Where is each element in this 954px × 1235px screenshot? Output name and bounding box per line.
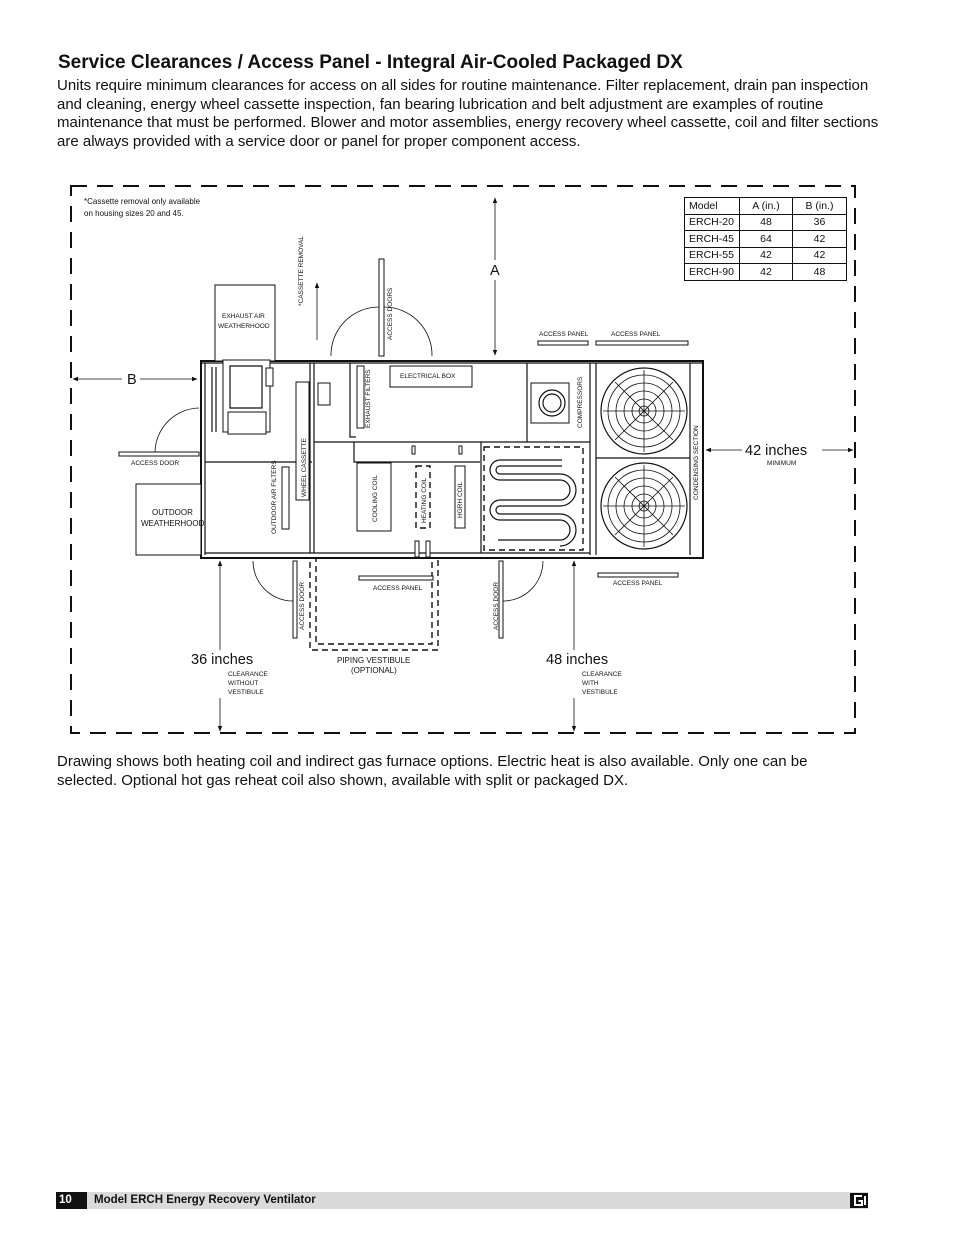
b-cell: 48 bbox=[793, 264, 847, 281]
dimension-b-label: B bbox=[127, 372, 137, 388]
greenheck-g-logo-icon bbox=[850, 1193, 868, 1208]
table-header-row bbox=[685, 198, 847, 215]
a-cell: 48 bbox=[740, 214, 793, 231]
access-door-left-label: ACCESS DOOR bbox=[131, 460, 180, 467]
piping-vestibule-label-1: PIPING VESTIBULE bbox=[337, 656, 411, 665]
dimension-36-sub-3: VESTIBULE bbox=[228, 689, 264, 696]
exhaust-filters-label: EXHAUST FILTERS bbox=[365, 369, 372, 428]
access-door-bottom-2-label: ACCESS DOOR bbox=[493, 581, 500, 630]
b-cell: 42 bbox=[793, 247, 847, 264]
hgrh-coil-label: HGRH COIL bbox=[457, 481, 464, 518]
dimension-48-sub-3: VESTIBULE bbox=[582, 689, 618, 696]
dimension-42-label: 42 inches bbox=[745, 443, 808, 459]
compressor-box bbox=[531, 383, 569, 423]
cooling-coil-label: COOLING COIL bbox=[372, 475, 379, 522]
access-doors-top bbox=[379, 259, 384, 356]
access-panel-top-2-label: ACCESS PANEL bbox=[611, 331, 661, 338]
cassette-note-line1: *Cassette removal only available bbox=[84, 197, 201, 206]
exhaust-weatherhood-label-2: WEATHERHOOD bbox=[218, 323, 270, 330]
electrical-box-label: ELECTRICAL BOX bbox=[400, 373, 456, 380]
condenser-fan-bottom bbox=[601, 463, 687, 549]
dimension-36-sub-1: CLEARANCE bbox=[228, 671, 268, 678]
dimension-48-sub-1: CLEARANCE bbox=[582, 671, 622, 678]
a-cell: 64 bbox=[740, 231, 793, 248]
outdoor-weatherhood-label-1: OUTDOOR bbox=[152, 508, 193, 517]
dimension-a-label: A bbox=[490, 263, 500, 279]
access-door-left bbox=[119, 452, 199, 456]
model-cell: ERCH-55 bbox=[685, 247, 740, 264]
dimension-36-sub-2: WITHOUT bbox=[228, 680, 259, 687]
piping-vestibule-label-2: (OPTIONAL) bbox=[351, 666, 397, 675]
column-header: Model bbox=[685, 198, 740, 215]
dimension-42-sub: MINIMUM bbox=[767, 460, 797, 467]
outdoor-air-filters bbox=[282, 467, 289, 529]
heating-coil-label: HEATING COIL bbox=[421, 477, 428, 523]
clearance-table bbox=[684, 197, 847, 281]
access-door-bottom-1 bbox=[293, 561, 297, 638]
access-panel-top-2 bbox=[596, 341, 688, 345]
model-cell: ERCH-90 bbox=[685, 264, 740, 281]
dimension-48-label: 48 inches bbox=[546, 652, 609, 668]
access-panel-bottom-2 bbox=[598, 573, 678, 577]
model-cell: ERCH-20 bbox=[685, 214, 740, 231]
access-panel-bottom-1 bbox=[359, 576, 433, 580]
access-panel-top-1 bbox=[538, 341, 588, 345]
intro-paragraph: Units require minimum clearances for access on all sides for routine maintenance. Filter replacement, drain pan inspection and cleaning, energy wheel cassette inspection, fan bearing lubrication and belt adjustment are examples of routine maintenance that must be performed. Blower and motor assemblies, energy recovery wheel cassette, coil and filter sections are always provided with a service door or panel for proper component access. bbox=[57, 77, 879, 150]
outdoor-air-filters-label: OUTDOOR AIR FILTERS bbox=[271, 460, 278, 534]
table-row bbox=[685, 264, 847, 281]
condenser-fan-top bbox=[601, 368, 687, 454]
wheel-cassette-label: WHEEL CASSETTE bbox=[301, 438, 308, 497]
cassette-note-line2: on housing sizes 20 and 45. bbox=[84, 209, 184, 218]
drawing-note-paragraph: Drawing shows both heating coil and indirect gas furnace options. Electric heat is also available. Only one can be selected. Optional hot gas reheat coil also shown, available with split or packaged DX. bbox=[57, 753, 808, 789]
access-panel-bottom-1-label: ACCESS PANEL bbox=[373, 585, 423, 592]
cassette-removal-label: *CASSETTE REMOVAL bbox=[298, 236, 305, 306]
dimension-48-sub-2: WITH bbox=[582, 680, 599, 687]
outdoor-weatherhood-label-2: WEATHERHOOD bbox=[141, 519, 205, 528]
access-panel-top-1-label: ACCESS PANEL bbox=[539, 331, 589, 338]
b-cell: 36 bbox=[793, 214, 847, 231]
indirect-gas-furnace bbox=[484, 447, 583, 550]
access-panel-bottom-2-label: ACCESS PANEL bbox=[613, 580, 663, 587]
table-row bbox=[685, 247, 847, 264]
exhaust-blower-assembly bbox=[212, 360, 273, 434]
footer-title: Model ERCH Energy Recovery Ventilator bbox=[94, 1194, 316, 1206]
page-footer bbox=[56, 1192, 868, 1209]
access-door-bottom-1-label: ACCESS DOOR bbox=[299, 581, 306, 630]
piping-vestibule bbox=[310, 558, 438, 650]
compressors-label: COMPRESSORS bbox=[577, 376, 584, 428]
access-doors-label: ACCESS DOORS bbox=[387, 287, 394, 340]
condensing-section-label: CONDENSING SECTION bbox=[693, 425, 700, 500]
exhaust-weatherhood-label-1: EXHAUST AIR bbox=[222, 313, 265, 320]
column-header: B (in.) bbox=[793, 198, 847, 215]
column-header: A (in.) bbox=[740, 198, 793, 215]
b-cell: 42 bbox=[793, 231, 847, 248]
model-cell: ERCH-45 bbox=[685, 231, 740, 248]
exhaust-filters bbox=[357, 366, 364, 428]
page-title: Service Clearances / Access Panel - Integral Air-Cooled Packaged DX bbox=[58, 52, 683, 73]
table-row bbox=[685, 214, 847, 231]
a-cell: 42 bbox=[740, 264, 793, 281]
table-row bbox=[685, 231, 847, 248]
page-number: 10 bbox=[56, 1192, 87, 1209]
a-cell: 42 bbox=[740, 247, 793, 264]
dimension-36-label: 36 inches bbox=[191, 652, 254, 668]
